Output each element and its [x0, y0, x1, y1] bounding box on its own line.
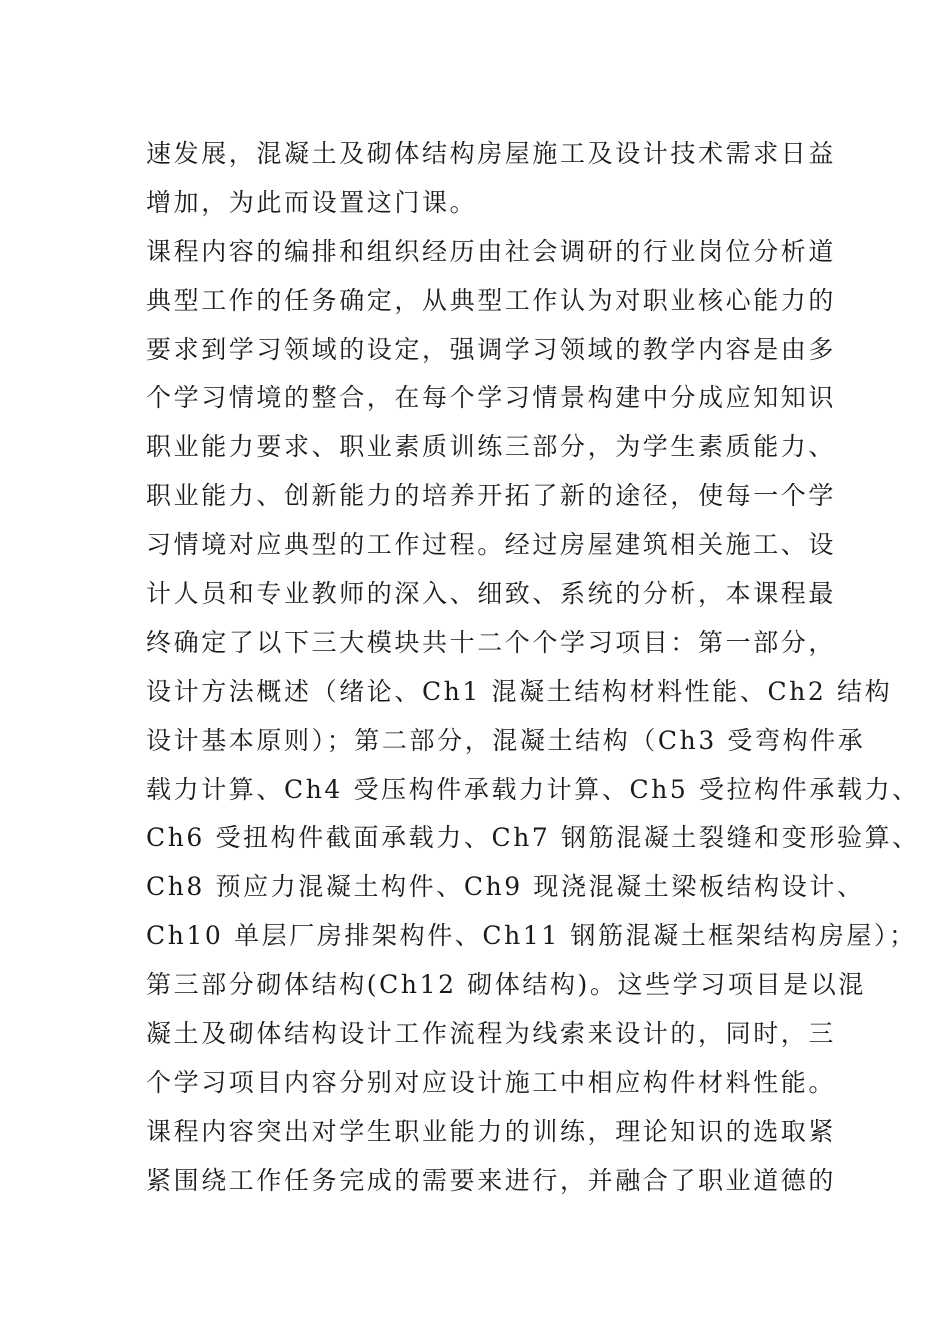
body-text [146, 130, 920, 1206]
text-line: 习情境对应典型的工作过程。经过房屋建筑相关施工、设 [146, 530, 837, 560]
text-line: 速发展，混凝土及砌体结构房屋施工及设计技术需求日益 [146, 139, 837, 168]
text-line: 个学习情境的整合，在每个学习情景构建中分成应知知识 [146, 383, 837, 413]
text-line: 凝土及砌体结构设计工作流程为线索来设计的，同时，三 [146, 1019, 837, 1049]
text-line: Ch6 受扭构件截面承载力、Ch7 钢筋混凝土裂缝和变形验算、 [146, 823, 920, 853]
text-line: Ch10 单层厂房排架构件、Ch11 钢筋混凝土框架结构房屋）； [146, 921, 917, 951]
text-line: Ch8 预应力混凝土构件、Ch9 现浇混凝土梁板结构设计、 [146, 872, 865, 902]
text-line: 增加，为此而设置这门课。 [146, 187, 478, 217]
text-line: 载力计算、Ch4 受压构件承载力计算、Ch5 受拉构件承载力、 [146, 774, 920, 804]
text-line: 第三部分砌体结构(Ch12 砌体结构)。这些学习项目是以混 [146, 970, 866, 1000]
text-line: 设计基本原则）；第二部分，混凝土结构（Ch3 受弯构件承 [146, 725, 866, 755]
text-line: 课程内容的编排和组织经历由社会调研的行业岗位分析道 [146, 236, 837, 266]
text-line: 职业能力、创新能力的培养开拓了新的途径，使每一个学 [146, 481, 837, 511]
text-line: 终确定了以下三大模块共十二个个学习项目：第一部分， [146, 627, 837, 657]
text-line: 设计方法概述（绪论、Ch1 混凝土结构材料性能、Ch2 结构 [146, 676, 893, 706]
text-line: 紧围绕工作任务完成的需要来进行，并融合了职业道德的 [146, 1165, 837, 1195]
text-line: 课程内容突出对学生职业能力的训练，理论知识的选取紧 [146, 1116, 837, 1146]
text-line: 职业能力要求、职业素质训练三部分，为学生素质能力、 [146, 432, 837, 462]
text-line: 计人员和专业教师的深入、细致、系统的分析，本课程最 [146, 579, 837, 609]
text-line: 典型工作的任务确定，从典型工作认为对职业核心能力的 [146, 285, 837, 315]
text-line: 个学习项目内容分别对应设计施工中相应构件材料性能。 [146, 1067, 837, 1097]
text-line: 要求到学习领域的设定，强调学习领域的教学内容是由多 [146, 334, 837, 364]
